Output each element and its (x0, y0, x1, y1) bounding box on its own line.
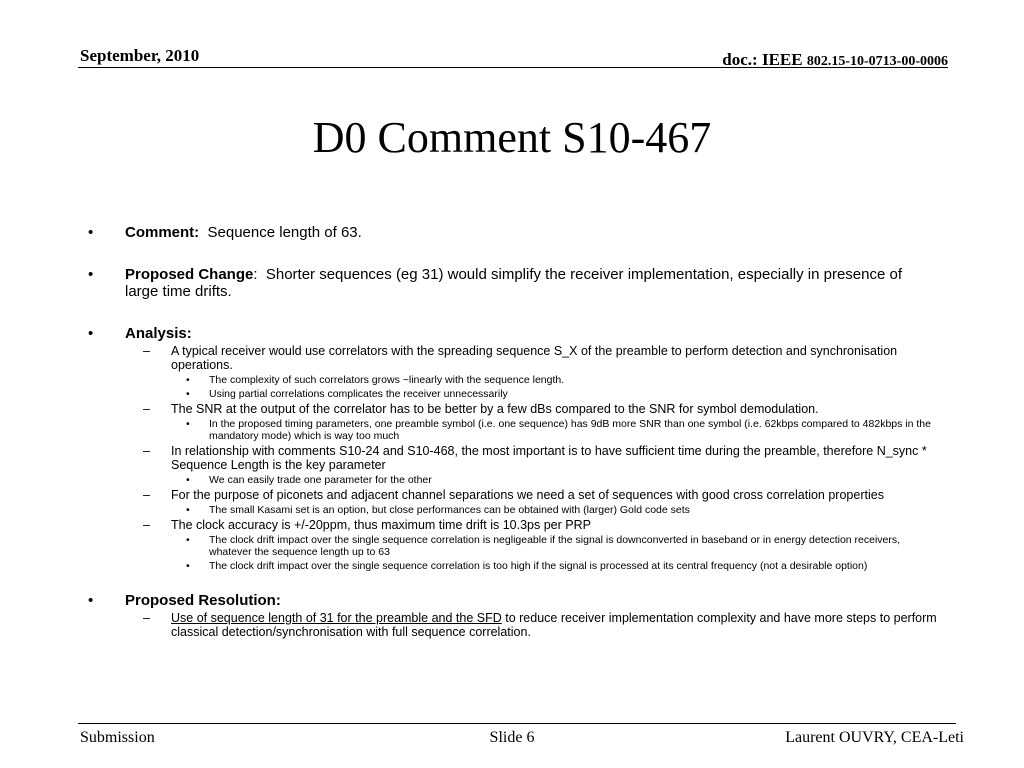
comment-text: Sequence length of 63. (199, 224, 362, 241)
header-divider (78, 67, 948, 68)
analysis-subitem: • The complexity of such correlators grows ~linearly with the sequence length. (88, 374, 938, 386)
analysis-subitem: • The clock drift impact over the single sequence correlation is negligeable if the signal is downconverted in baseband or in energy detection receivers, whatever the sequence length up to 63 (88, 534, 938, 558)
proposed-change-label: Proposed Change (125, 266, 254, 283)
resolution-underlined-text: Use of sequence length of 31 for the preamble and the SFD (171, 611, 502, 625)
slide-body (88, 224, 938, 639)
analysis-subitem: • The small Kasami set is an option, but close performances can be obtained with (larger) Gold code sets (88, 504, 938, 516)
analysis-item: – In relationship with comments S10-24 and S10-468, the most important is to have sufficient time during the preamble, therefore N_sync * Sequence Length is the key parameter (88, 444, 938, 472)
analysis-item: – The SNR at the output of the correlator has to be better by a few dBs compared to the SNR for symbol demodulation. (88, 402, 938, 416)
bullet-analysis (88, 325, 938, 342)
resolution-rest-text: to reduce receiver implementation complexity and have more steps to perform classical detection/synchronisation with full sequence correlation. (171, 611, 937, 639)
analysis-subitem: • We can easily trade one parameter for the other (88, 474, 938, 486)
analysis-item: – The clock accuracy is +/-20ppm, thus maximum time drift is 10.3ps per PRP (88, 518, 938, 532)
analysis-subitem: • In the proposed timing parameters, one preamble symbol (i.e. one sequence) has 9dB more SNR than one symbol (i.e. 62kbps compared to 482kbps in the mandatory mode) which is way too much (88, 418, 938, 442)
analysis-item: – A typical receiver would use correlators with the spreading sequence S_X of the preamble to perform detection and synchronisation operations. (88, 344, 938, 372)
footer-slide-number: Slide 6 (489, 729, 535, 746)
analysis-item: – For the purpose of piconets and adjacent channel separations we need a set of sequences with good cross correlation properties (88, 488, 938, 502)
footer-author: Laurent OUVRY, CEA-Leti (785, 729, 964, 746)
header-doc-number: 802.15-10-0713-00-0006 (806, 54, 948, 69)
resolution-label: Proposed Resolution: (125, 592, 281, 609)
bullet-proposed-resolution (88, 592, 938, 609)
footer-submission: Submission (80, 729, 155, 746)
resolution-item (88, 611, 938, 639)
header-date: September, 2010 (80, 46, 200, 65)
analysis-subitem: • The clock drift impact over the single sequence correlation is too high if the signal is processed at its central frequency (not a desirable option) (88, 560, 938, 572)
bullet-proposed-change (88, 266, 938, 300)
slide-title: D0 Comment S10-467 (312, 113, 712, 162)
proposed-change-text: : Shorter sequences (eg 31) would simplify the receiver implementation, especially in presence of large time drifts. (125, 266, 907, 300)
analysis-subitem: • Using partial correlations complicates the receiver unnecessarily (88, 388, 938, 400)
footer-divider (78, 723, 956, 724)
analysis-label: Analysis: (125, 325, 192, 342)
header-doc-prefix: doc.: IEEE (722, 50, 807, 69)
comment-label: Comment: (125, 224, 200, 241)
bullet-comment (88, 224, 938, 241)
